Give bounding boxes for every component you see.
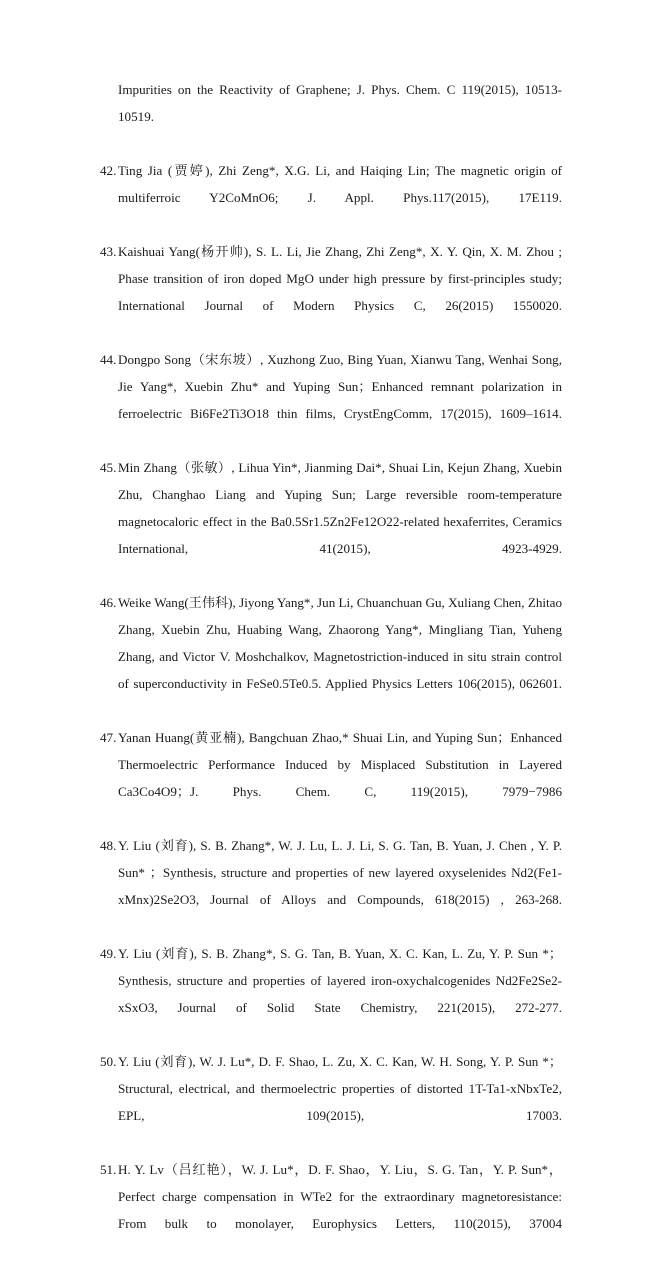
reference-text: Y. Liu (刘育), W. J. Lu*, D. F. Shao, L. Zu, X. C. Kan, W. H. Song, Y. P. Sun *；Structural, electrical, and thermoelectric properties of distorted 1T-Ta1-xNbxTe2, EPL, 109(2015), 17003.	[118, 1054, 562, 1123]
reference-text: Ting Jia (贾婷), Zhi Zeng*, X.G. Li, and Haiqing Lin; The magnetic origin of multiferroic Y2CoMnO6; J. Appl. Phys.117(2015), 17E119.	[118, 163, 562, 205]
reference-list	[100, 76, 562, 1264]
reference-entry-51	[100, 1156, 562, 1264]
reference-text: Weike Wang(王伟科), Jiyong Yang*, Jun Li, Chuanchuan Gu, Xuliang Chen, Zhitao Zhang, Xuebin Zhu, Huabing Wang, Zhaorong Yang*, Mingliang Tian, Yuheng Zhang, and Victor V. Moshchalkov, Magnetostriction-induced in situ strain control of superconductivity in FeSe0.5Te0.5. Applied Physics Letters 106(2015), 062601.	[118, 595, 562, 691]
reference-number: 48.	[100, 838, 117, 853]
reference-continuation-paragraph: Impurities on the Reactivity of Graphene; J. Phys. Chem. C 119(2015), 10513-10519.	[118, 82, 562, 124]
reference-entry-44	[100, 346, 562, 454]
reference-text: H. Y. Lv（吕红艳），W. J. Lu*，D. F. Shao，Y. Liu，S. G. Tan，Y. P. Sun*，Perfect charge compensation in WTe2 for the extraordinary magnetoresistance: From bulk to monolayer, Europhysics Letters, 110(2015), 37004	[118, 1162, 562, 1231]
reference-entry-50	[100, 1048, 562, 1156]
reference-number: 44.	[100, 352, 117, 367]
reference-text: Min Zhang（张敏）, Lihua Yin*, Jianming Dai*, Shuai Lin, Kejun Zhang, Xuebin Zhu, Changhao Liang and Yuping Sun; Large reversible room-temperature magnetocaloric effect in the Ba0.5Sr1.5Zn2Fe12O22-related hexaferrites, Ceramics International, 41(2015), 4923-4929.	[118, 460, 562, 556]
reference-number: 47.	[100, 730, 117, 745]
reference-text: Y. Liu (刘育), S. B. Zhang*, W. J. Lu, L. J. Li, S. G. Tan, B. Yuan, J. Chen , Y. P. Sun* ；Synthesis, structure and properties of new layered oxyselenides Nd2(Fe1-xMnx)2Se2O3, Journal of Alloys and Compounds, 618(2015) , 263-268.	[118, 838, 562, 907]
reference-entry-45	[100, 454, 562, 589]
reference-number: 46.	[100, 595, 117, 610]
reference-number: 51.	[100, 1162, 117, 1177]
reference-number: 45.	[100, 460, 117, 475]
reference-entry-46	[100, 589, 562, 724]
reference-entry-49	[100, 940, 562, 1048]
reference-number: 42.	[100, 163, 117, 178]
reference-number: 43.	[100, 244, 117, 259]
reference-entry-48	[100, 832, 562, 940]
reference-text: Y. Liu (刘育), S. B. Zhang*, S. G. Tan, B. Yuan, X. C. Kan, L. Zu, Y. P. Sun *；Synthesis, structure and properties of layered iron-oxychalcogenides Nd2Fe2Se2-xSxO3, Journal of Solid State Chemistry, 221(2015), 272-277.	[118, 946, 562, 1015]
reference-number: 49.	[100, 946, 117, 961]
reference-entry-47	[100, 724, 562, 832]
reference-number: 50.	[100, 1054, 117, 1069]
reference-text: Dongpo Song（宋东坡）, Xuzhong Zuo, Bing Yuan, Xianwu Tang, Wenhai Song, Jie Yang*, Xuebin Zhu* and Yuping Sun；Enhanced remnant polarization in ferroelectric Bi6Fe2Ti3O18 thin films, CrystEngComm, 17(2015), 1609–1614.	[118, 352, 562, 421]
reference-entry-42	[100, 157, 562, 238]
reference-text: Kaishuai Yang(杨开帅), S. L. Li, Jie Zhang, Zhi Zeng*, X. Y. Qin, X. M. Zhou ; Phase transition of iron doped MgO under high pressure by first-principles study; International Journal of Modern Physics C, 26(2015) 1550020.	[118, 244, 562, 313]
reference-entry-43	[100, 238, 562, 346]
reference-text: Yanan Huang(黄亚楠), Bangchuan Zhao,* Shuai Lin, and Yuping Sun；Enhanced Thermoelectric Performance Induced by Misplaced Substitution in Layered Ca3Co4O9；J. Phys. Chem. C, 119(2015), 7979−7986	[118, 730, 562, 799]
